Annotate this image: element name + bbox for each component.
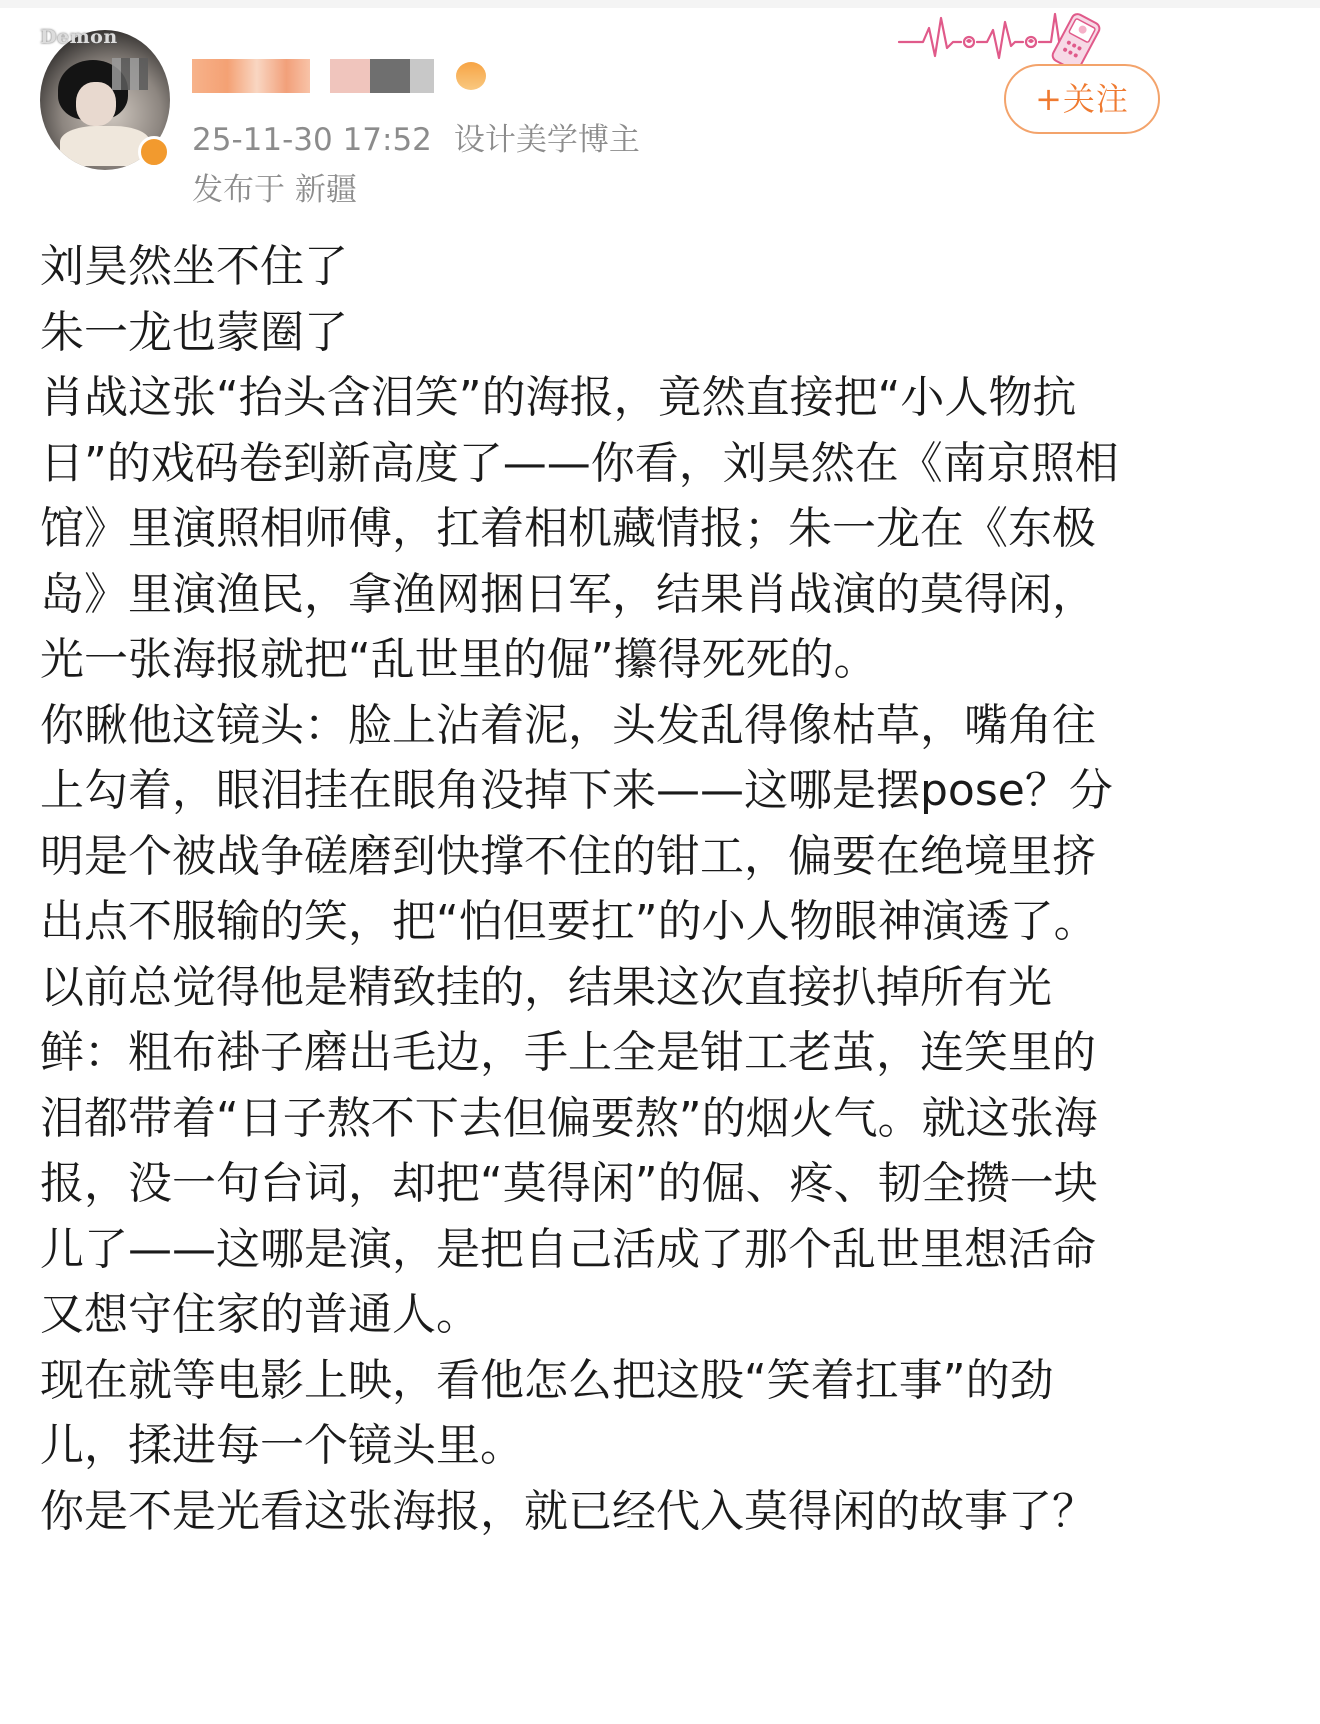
avatar-caption-text: Demon [40,26,118,48]
username-blurred[interactable] [192,58,486,94]
post-text-line: 以前总觉得他是精致挂的，结果这次直接扒掉所有光 [40,961,1052,1013]
post-text-line: 你是不是光看这张海报，就已经代入莫得闲的故事了？ [40,1485,1096,1537]
post-text-line: 鲜：粗布褂子磨出毛边，手上全是钳工老茧，连笑里的 [40,1027,1096,1078]
username-mosaic-block [410,59,434,93]
post-text-line: 泪都带着“日子熬不下去但偏要熬”的烟火气。就这张海 [40,1092,1098,1144]
post-location: 发布于 新疆 [192,172,357,208]
post-text-line: 日”的戏码卷到新高度了——你看，刘昊然在《南京照相 [40,437,1119,489]
username-mosaic-block [330,59,370,93]
user-tag[interactable]: 设计美学博主 [453,122,640,158]
heartbeat-decoration-icon [895,8,1125,70]
user-level-badge-icon [456,62,486,90]
post-text-line: 光一张海报就把“乱世里的倔”攥得死死的。 [40,634,878,685]
verified-badge-icon [138,136,170,168]
avatar-pixelation [112,58,148,90]
top-edge-divider [0,0,1320,8]
post-text-line: 现在就等电影上映，看他怎么把这股“笑着扛事”的劲 [40,1354,1054,1406]
post-text-line: 岛》里演渔民，拿渔网捆日军，结果肖战演的莫得闲， [40,568,1096,620]
post-text-line: 报，没一句台词，却把“莫得闲”的倔、疼、韧全攒一块 [40,1158,1098,1209]
avatar-scarf [60,126,150,166]
post-text-line: 肖战这张“抬头含泪笑”的海报，竟然直接把“小人物抗 [40,372,1077,423]
post-text-line: 明是个被战争磋磨到快撑不住的钳工，偏要在绝境里挤 [40,830,1096,882]
avatar-face-blurred [76,82,116,126]
follow-button[interactable]: +关注 [1004,64,1160,134]
post-text-line: 朱一龙也蒙圈了 [40,306,348,358]
post-text-line: 你瞅他这镜头：脸上沾着泥，头发乱得像枯草，嘴角往 [40,699,1096,751]
post-text-line: 儿，揉进每一个镜头里。 [40,1420,524,1471]
post-text-line: 又想守住家的普通人。 [40,1289,480,1340]
post-timestamp: 25-11-30 17:52 [192,122,432,158]
post-text-line: 馆》里演照相师傅，扛着相机藏情报；朱一龙在《东极 [40,503,1096,554]
post-text-line: 出点不服输的笑，把“怕但要扛”的小人物眼神演透了。 [40,896,1098,947]
post-text-line: 刘昊然坐不住了 [40,241,348,292]
post-meta [192,118,640,162]
post-body-text [40,234,1170,1544]
username-mosaic-block [192,59,310,93]
username-mosaic-block [370,59,410,93]
post-text-line: 上勾着，眼泪挂在眼角没掉下来——这哪是摆pose？分 [40,765,1113,816]
post-text-line: 儿了——这哪是演，是把自己活成了那个乱世里想活命 [40,1223,1096,1275]
